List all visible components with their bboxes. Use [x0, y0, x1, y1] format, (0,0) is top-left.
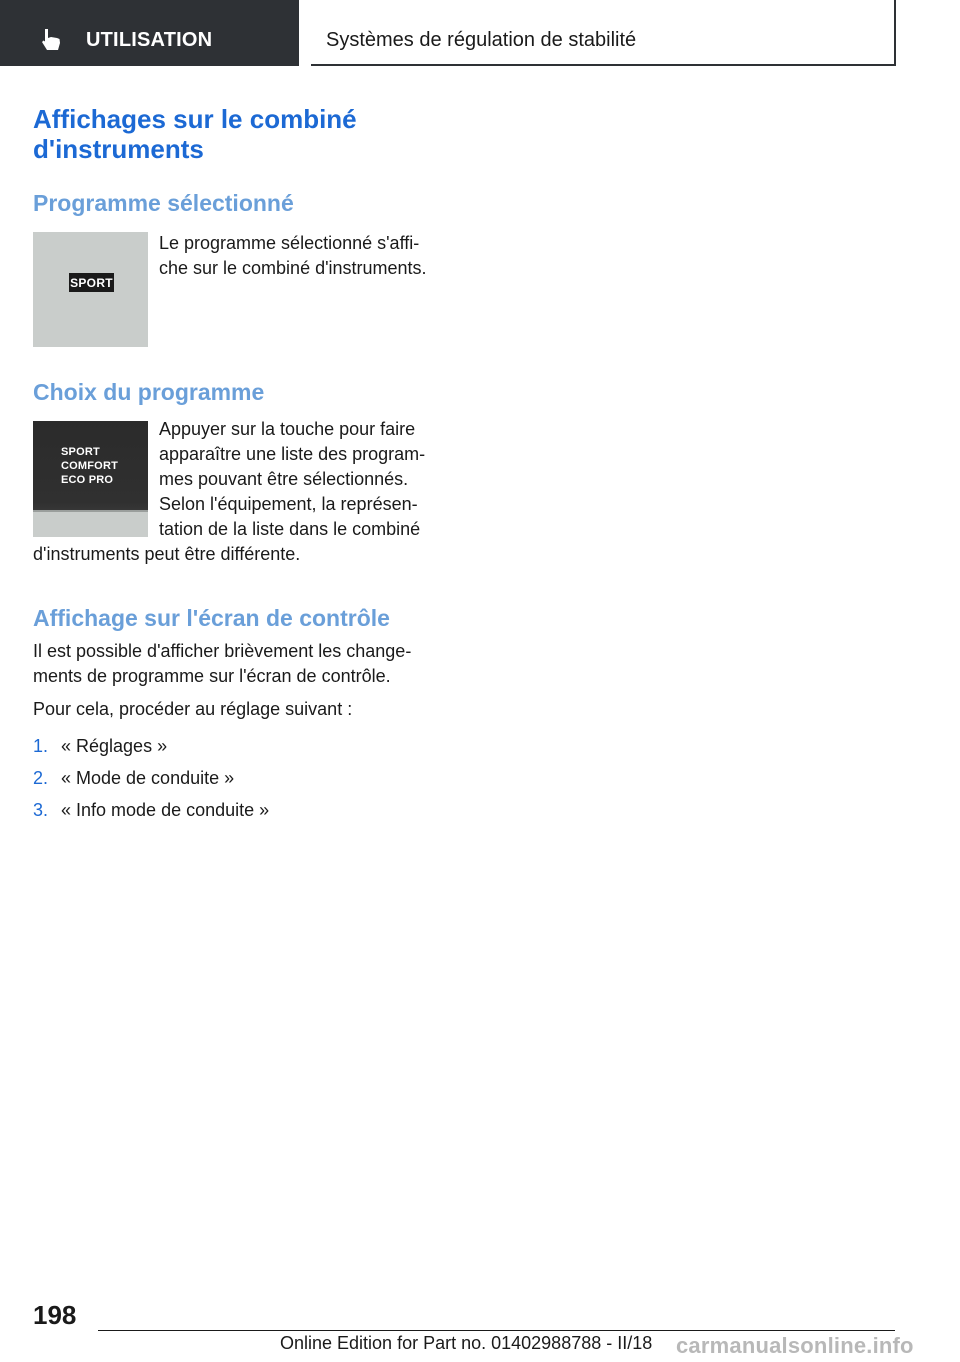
- section-tab: [0, 0, 299, 66]
- setting-intro-text: Pour cela, procéder au réglage suivant :: [33, 699, 353, 719]
- program-choice-text-continued: d'instruments peut être différente.: [33, 544, 301, 564]
- program-choice-text: Appuyer sur la touche pour faire apparaître une liste des program- mes pouvant être sélectionnés. Selon l'équipement, la représen- tation de la liste dans le combiné: [159, 419, 426, 539]
- footer-divider: [98, 1330, 895, 1331]
- selected-program-text: Le programme sélectionné s'affi- che sur le combiné d'instruments.: [159, 233, 427, 278]
- program-list-image: [33, 421, 148, 537]
- heading-control-display: Affichage sur l'écran de contrôle: [33, 605, 390, 631]
- sport-label: SPORT: [69, 273, 114, 292]
- control-display-text: Il est possible d'afficher brièvement les change- ments de programme sur l'écran de contrôle.: [33, 641, 412, 686]
- list-item: 3. « Info mode de conduite »: [33, 800, 270, 820]
- section-label: UTILISATION: [86, 29, 213, 51]
- chapter-header: [311, 0, 896, 66]
- list-item: 2. « Mode de conduite »: [33, 768, 235, 788]
- menu-item-eco-pro: ECO PRO: [61, 474, 114, 486]
- menu-item-sport: SPORT: [61, 446, 100, 458]
- menu-item-comfort: COMFORT: [61, 460, 119, 472]
- hand-pointer-icon: [38, 27, 64, 53]
- watermark: carmanualsonline.info: [676, 1333, 914, 1358]
- page-title: Affichages sur le combiné d'instruments: [33, 104, 357, 164]
- list-item: 1. « Réglages »: [33, 736, 168, 756]
- page-number: 198: [33, 1300, 77, 1330]
- footer-edition: Online Edition for Part no. 01402988788 - II/18: [280, 1333, 653, 1353]
- heading-program-choice: Choix du programme: [33, 379, 265, 405]
- image-strip: [33, 510, 148, 537]
- sport-display-image: [33, 232, 148, 347]
- chapter-title: Systèmes de régulation de stabilité: [326, 29, 637, 51]
- heading-selected-program: Programme sélectionné: [33, 190, 294, 216]
